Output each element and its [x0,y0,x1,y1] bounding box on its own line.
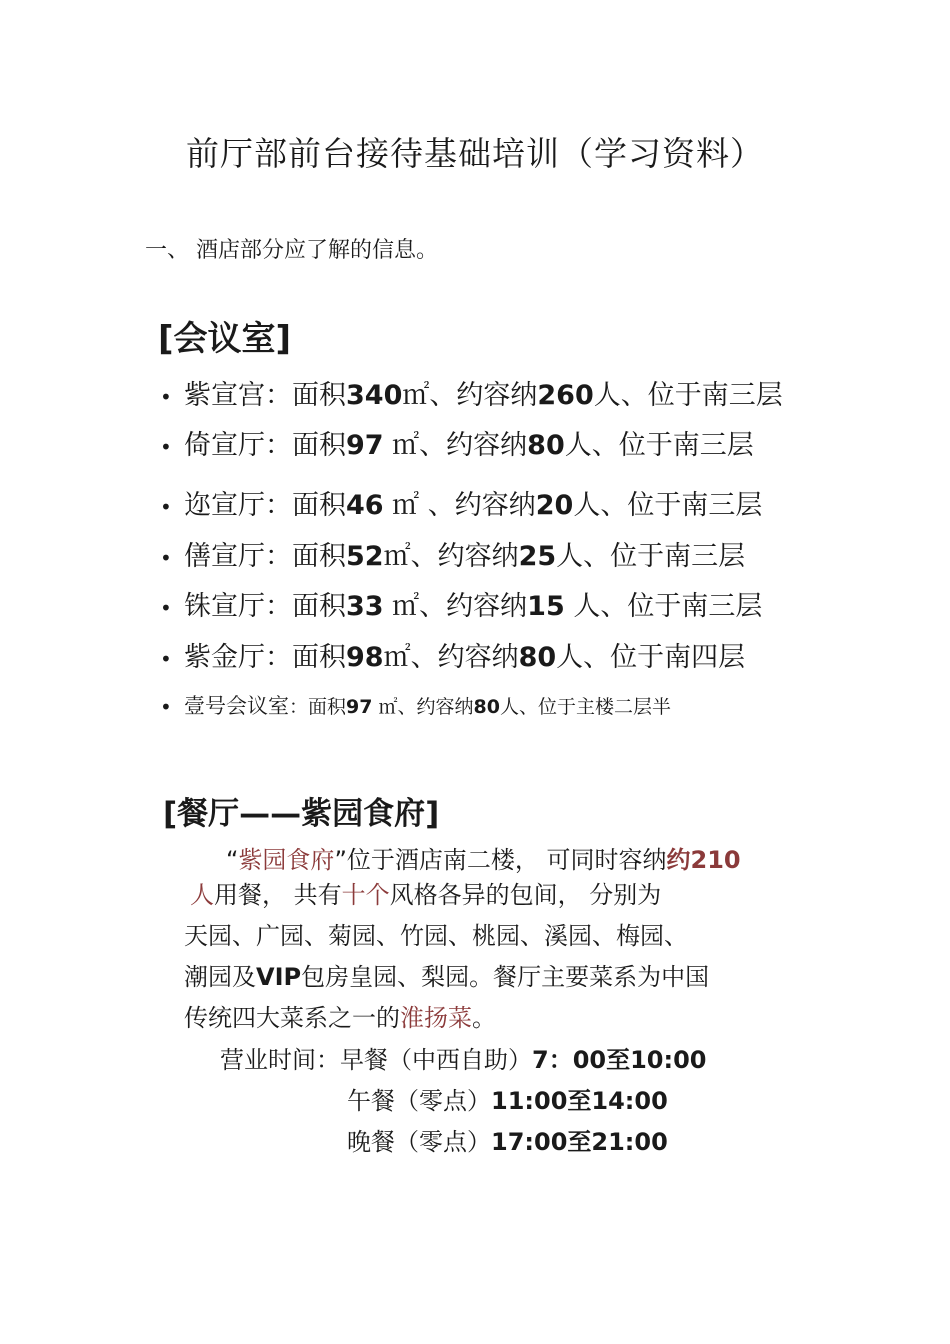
hours-label: 营业时间：早餐（中西自助） [220,1046,532,1074]
room-capacity: 80 [518,642,557,673]
text: 风格各异的包间， 分别为 [389,881,662,909]
dinner-time: 17:00至21:00 [491,1128,668,1156]
room-area: 52 [346,541,384,572]
area-unit: ㎡ [383,642,411,673]
room-location: 人、位于南三层 [573,490,763,521]
restaurant-heading: [餐厅——紫园食府] [163,796,440,832]
room-mid: 、约容纳 [419,591,528,622]
room-name: 紫宣宫 [184,380,265,411]
dinner-label: 晚餐（零点） [347,1128,491,1156]
text: ”位于酒店南二楼， 可同时容纳 [334,846,667,874]
lunch-label: 午餐（零点） [347,1087,491,1115]
restaurant-paragraph-line-4 [184,957,709,998]
room-capacity: 15 [527,591,565,622]
room-area: 98 [346,642,384,673]
meeting-rooms-heading: [会议室] [158,319,292,359]
lunch-time: 11:00至14:00 [491,1087,668,1115]
room-area: 33 [346,591,384,622]
list-item [160,587,762,628]
restaurant-name: 紫园食府 [238,846,335,874]
room-area: 97 [346,430,384,461]
list-item [160,376,783,417]
room-mid: 、约容纳 [427,490,536,521]
text: 潮园及 [184,963,256,991]
room-location: 人、位于南三层 [564,591,763,622]
room-mid: 、约容纳 [397,696,474,718]
bullet-icon: • [160,384,172,409]
open-quote: “ [226,846,239,874]
cuisine-highlight: 淮扬菜 [400,1004,472,1032]
restaurant-paragraph-line-3 [184,916,688,957]
breakfast-time: 7：00至10:00 [532,1046,707,1074]
list-item [160,486,762,527]
hours-breakfast [220,1040,707,1081]
hours-dinner [347,1122,668,1163]
text: 用餐， 共有 [214,881,342,909]
room-sep: ：面积 [265,541,346,572]
text: 。 [472,1004,496,1032]
room-capacity: 20 [535,490,574,521]
room-mid: 、约容纳 [410,642,519,673]
room-location: 人、位于主楼二层半 [499,696,671,718]
room-sep: ：面积 [289,696,347,718]
list-item [160,537,745,578]
area-unit: ㎡ [372,696,398,718]
restaurant-paragraph-line-2 [190,875,661,916]
text: 包房皇园、梨园。餐厅主要菜系为中国 [301,963,710,991]
bullet-icon: • [160,646,172,671]
room-mid: 、约容纳 [410,541,519,572]
bullet-icon: • [160,434,172,459]
room-name: 迩宣厅 [184,490,265,521]
room-capacity: 260 [537,380,594,411]
bullet-icon: • [160,545,172,570]
hours-lunch [347,1081,668,1122]
room-mid: 、约容纳 [429,380,538,411]
room-sep: ：面积 [265,490,346,521]
room-name: 铢宣厅 [184,591,265,622]
list-item [160,426,754,467]
capacity-highlight: 约210 [666,846,741,874]
room-area: 97 [346,696,373,718]
room-area: 46 [346,490,384,521]
room-sep: ：面积 [265,430,346,461]
restaurant-paragraph-line-5 [184,998,496,1039]
room-name: 紫金厅 [184,642,265,673]
room-count-highlight: 十个 [341,881,390,909]
section-heading: 一、 酒店部分应了解的信息。 [145,238,438,263]
room-name: 壹号会议室 [184,694,289,718]
room-capacity: 25 [518,541,557,572]
area-unit: ㎡ [383,591,420,622]
room-name: 倚宣厅 [184,430,265,461]
bullet-icon: • [160,494,172,519]
page-title: 前厅部前台接待基础培训（学习资料） [186,134,764,173]
room-capacity: 80 [473,696,500,718]
room-name: 僐宣厅 [184,541,265,572]
capacity-highlight-unit: 人 [190,881,214,909]
room-sep: ：面积 [265,380,346,411]
text: 传统四大菜系之一的 [184,1004,400,1032]
room-sep: ：面积 [265,591,346,622]
bullet-icon: • [160,595,172,620]
list-item [160,638,745,679]
text: 天园、广园、菊园、竹园、桃园、溪园、梅园、 [184,922,688,950]
room-location: 人、位于南四层 [556,642,746,673]
room-location: 人、位于南三层 [564,430,754,461]
area-unit: ㎡ [383,490,428,521]
room-area: 340 [346,380,403,411]
vip-text: VIP [256,963,302,991]
room-mid: 、约容纳 [419,430,528,461]
room-location: 人、位于南三层 [556,541,746,572]
area-unit: ㎡ [383,430,420,461]
list-item [160,686,671,727]
room-location: 人、位于南三层 [593,380,783,411]
bullet-icon: • [160,695,172,719]
area-unit: ㎡ [383,541,411,572]
area-unit: ㎡ [402,380,430,411]
room-capacity: 80 [527,430,565,461]
room-sep: ：面积 [265,642,346,673]
